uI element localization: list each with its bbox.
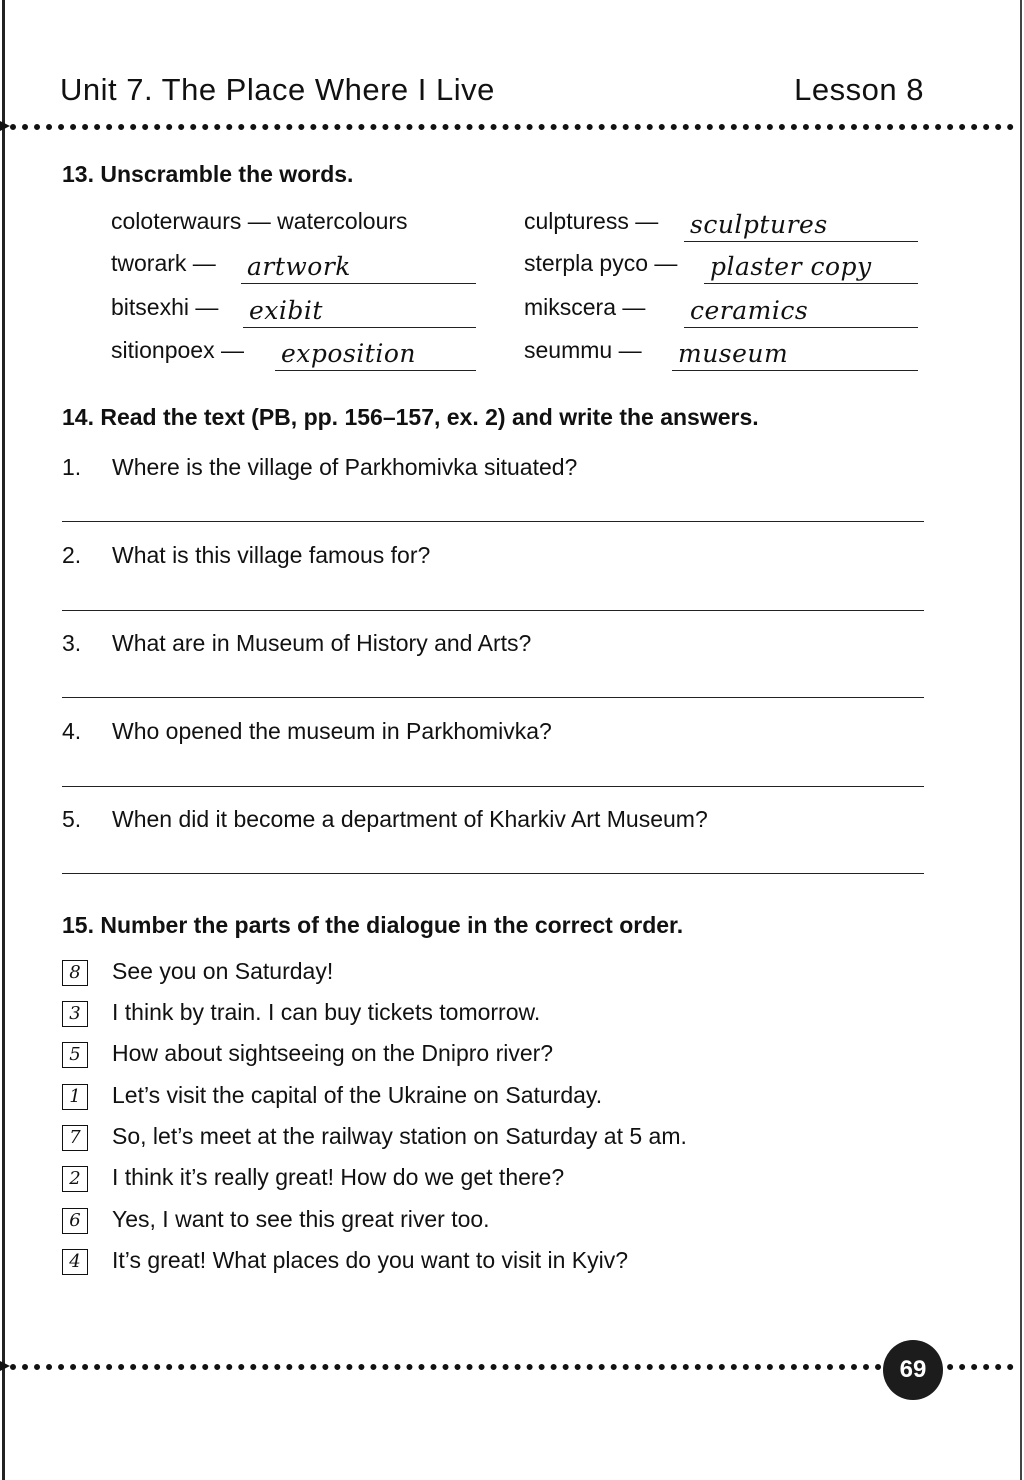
exercise-15-title: 15. Number the parts of the dialogue in the correct order. [62, 912, 684, 938]
dialogue-text: It’s great! What places do you want to visit in Kyiv? [112, 1247, 629, 1273]
exercise-13-title: 13. Unscramble the words. [62, 161, 354, 187]
handwritten-answer: museum [678, 339, 789, 368]
dialogue-text: So, let’s meet at the railway station on Saturday at 5 am. [112, 1123, 687, 1149]
answer-line[interactable] [62, 610, 924, 611]
lesson-label: Lesson 8 [794, 72, 924, 107]
answer-line[interactable] [62, 786, 924, 787]
question-text: What are in Museum of History and Arts? [112, 630, 532, 656]
unscramble-item [111, 250, 476, 284]
dialogue-text: I think it’s really great! How do we get there? [112, 1164, 565, 1190]
answer-line[interactable] [62, 521, 924, 522]
unscramble-item [524, 250, 918, 284]
order-number-box[interactable]: 6 [62, 1208, 88, 1234]
question-text: What is this village famous for? [112, 542, 431, 568]
order-number-box[interactable]: 8 [62, 960, 88, 986]
scrambled-word: sterpla pyco — [524, 250, 678, 276]
scrambled-word: seummu — [524, 337, 642, 363]
question-number: 4. [62, 718, 82, 744]
dialogue-text: See you on Saturday! [112, 958, 334, 984]
exercise-14-title: 14. Read the text (PB, pp. 156–157, ex. 2) and write the answers. [62, 404, 759, 430]
handwritten-answer: artwork [247, 252, 351, 281]
question-text: Where is the village of Parkhomivka situated? [112, 454, 578, 480]
handwritten-answer: ceramics [690, 296, 809, 325]
scrambled-word: culpturess — [524, 208, 659, 234]
question-number: 5. [62, 806, 82, 832]
dialogue-text: Yes, I want to see this great river too. [112, 1206, 490, 1232]
handwritten-answer: exposition [281, 339, 416, 368]
question-number: 3. [62, 630, 82, 656]
dialogue-text: I think by train. I can buy tickets tomorrow. [112, 999, 541, 1025]
order-number-box[interactable]: 7 [62, 1125, 88, 1151]
question-text: When did it become a department of Kharkiv Art Museum? [112, 806, 708, 832]
answer-field[interactable] [275, 340, 476, 371]
scrambled-word: tworark — [111, 250, 216, 276]
scrambled-word: sitionpoex — [111, 337, 244, 363]
page-edge [2, 0, 5, 1480]
unscramble-item [524, 208, 918, 242]
answer-field[interactable] [704, 253, 918, 284]
answer-field[interactable] [672, 340, 918, 371]
unscramble-item [111, 337, 476, 371]
order-number-box[interactable]: 1 [62, 1084, 88, 1110]
dialogue-text: Let’s visit the capital of the Ukraine on Saturday. [112, 1082, 603, 1108]
unit-title: Unit 7. The Place Where I Live [60, 72, 495, 107]
answer-line[interactable] [62, 697, 924, 698]
question-text: Who opened the museum in Parkhomivka? [112, 718, 552, 744]
dialogue-text: How about sightseeing on the Dnipro river? [112, 1040, 554, 1066]
unscramble-item [524, 294, 918, 328]
scrambled-word: mikscera — [524, 294, 646, 320]
order-number-box[interactable]: 3 [62, 1001, 88, 1027]
page-header [60, 72, 924, 116]
answer-field[interactable] [684, 211, 918, 242]
corner-arrow-icon [0, 121, 10, 131]
scrambled-word: coloterwaurs — watercolours [111, 208, 408, 234]
question-number: 1. [62, 454, 82, 480]
handwritten-answer: sculptures [690, 210, 828, 239]
answer-field[interactable] [684, 297, 918, 328]
order-number-box[interactable]: 2 [62, 1166, 88, 1192]
corner-arrow-icon [0, 1361, 10, 1371]
page-edge [1020, 0, 1022, 1480]
unscramble-item [111, 208, 481, 242]
unscramble-item [111, 294, 476, 328]
handwritten-answer: plaster copy [710, 252, 872, 281]
order-number-box[interactable]: 4 [62, 1249, 88, 1275]
handwritten-answer: exibit [249, 296, 323, 325]
answer-field[interactable] [243, 297, 476, 328]
question-number: 2. [62, 542, 82, 568]
dotted-divider [10, 1364, 1014, 1370]
answer-line[interactable] [62, 873, 924, 874]
page-number: 69 [883, 1340, 943, 1400]
order-number-box[interactable]: 5 [62, 1042, 88, 1068]
scrambled-word: bitsexhi — [111, 294, 219, 320]
answer-field[interactable] [241, 253, 476, 284]
unscramble-item [524, 337, 918, 371]
dotted-divider [10, 124, 1014, 130]
